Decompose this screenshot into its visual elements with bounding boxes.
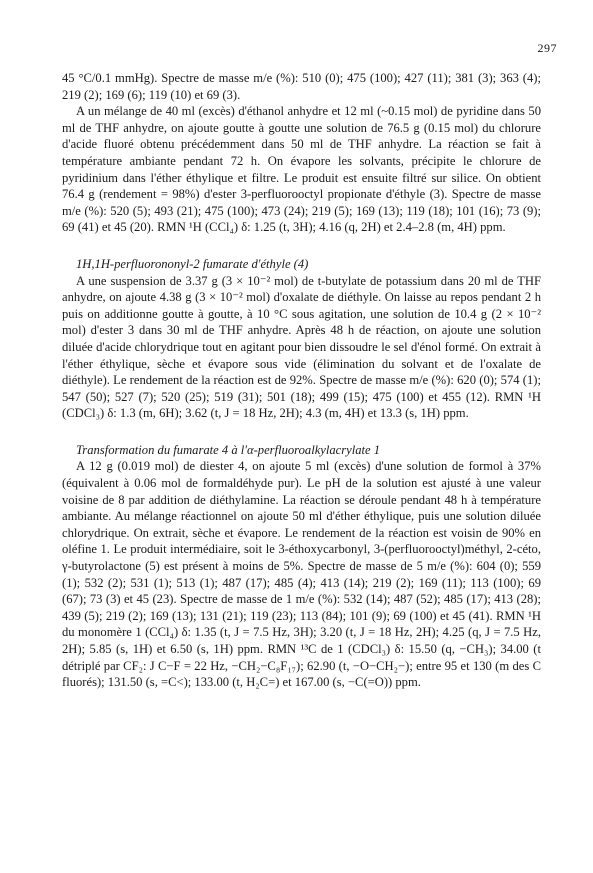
section-heading-fumarate: 1H,1H-perfluorononyl-2 fumarate d'éthyle (4) [76, 256, 309, 271]
page-number: 297 [537, 41, 557, 55]
section-heading-transformation: Transformation du fumarate 4 à l'α-perfluoroalkylacrylate 1 [76, 442, 381, 457]
paragraph-fumarate-synthesis: A une suspension de 3.37 g (3 × 10⁻² mol) de t-butylate de potassium dans 20 ml de THF anhydre, on ajoute 4.38 g (3 × 10⁻² mol) d'oxalate de diéthyle. On laisse au repos pendant 2 h puis on additionne goutte à goutte, à 10 °C sous agitation, une solution de 10.4 g (2 × 10⁻² mol) d'ester 3 dans 30 ml de THF anhydre. Après 48 h de réaction, on ajoute une solution diluée d'acide chlorydrique tout en agitant pour bien dissoudre le sel d'énol formé. On extrait à l'éther éthylique, sèche et évapore sous vide (élimination du solvant et de l'oxalate de diéthyle). Le rendement de la réaction est de 92%. Spectre de masse m/e (%): 620 (0); 574 (1); 547 (50); 527 (7); 520 (25); 519 (31); 501 (18); 499 (15); 475 (100) et 455 (12). RMN ¹H (CDCl₃) δ: 1.3 (m, 6H); 3.62 (t, J = 18 Hz, 2H); 4.3 (m, 4H) et 13.3 (s, 1H) ppm. [62, 273, 541, 421]
paragraph-ester-synthesis: A un mélange de 40 ml (excès) d'éthanol anhydre et 12 ml (~0.15 mol) de pyridine dans 50 ml de THF anhydre, on ajoute goutte à goutte une solution de 76.5 g (0.15 mol) du chlorure d'acide fluoré obtenu précédemment dans 50 ml de THF anhydre. La réaction se fait à température ambiante pendant 72 h. On évapore les solvants, précipite le chlorure de pyridinium dans l'éther éthylique et filtre. Le produit est ensuite filtré sur silice. On obtient 76.4 g (rendement = 98%) d'ester 3-perfluorooctyl propionate d'éthyle (3). Spectre de masse m/e (%): 520 (5); 493 (21); 475 (100); 473 (24); 219 (5); 169 (13); 119 (18); 101 (16); 73 (9); 69 (41) et 45 (20). RMN ¹H (CCl₄) δ: 1.25 (t, 3H); 4.16 (q, 2H) et 2.4–2.8 (m, 4H) ppm. [62, 104, 541, 235]
paragraph-transformation: A 12 g (0.019 mol) de diester 4, on ajoute 5 ml (excès) d'une solution de formol à 37% (équivalent à 0.06 mol de formaldéhyde pur). Le pH de la solution est ajusté à une valeur voisine de 8 par addition de diéthylamine. La réaction se déroule pendant 48 h à température ambiante. Au mélange réactionnel on ajoute 50 ml d'éther éthylique, puis une solution diluée chlorydrique. On extrait, sèche et évapore. Le rendement de la réaction est voisin de 90% en oléfine 1. Le produit intermédiaire, soit le 3-éthoxycarbonyl, 3-(perfluorooctyl)méthyl, 2-céto, γ-butyrolactone (5) est présent à moins de 5%. Spectre de masse de 5 m/e (%): 604 (0); 559 (1); 532 (2); 531 (1); 513 (1); 487 (17); 485 (4); 413 (14); 219 (2); 169 (11); 113 (100); 69 (67); 73 (3) et 45 (23). Spectre de masse de 1 m/e (%): 532 (14); 487 (52); 485 (17); 413 (28); 439 (5); 219 (2); 169 (13); 131 (21); 119 (23); 113 (84); 101 (9); 69 (100) et 45 (41). RMN ¹H du monomère 1 (CCl₄) δ: 1.35 (t, J = 7.5 Hz, 3H); 3.20 (t, J = 18 Hz, 2H); 4.25 (q, J = 7.5 Hz, 2H); 5.85 (s, 1H) et 6.50 (s, 1H) ppm. RMN ¹³C de 1 (CDCl₃) δ: 15.50 (q, −CH₃); 34.00 (t détriplé par CF₂: J C−F = 22 Hz, −CH₂−C₈F₁₇); 62.90 (t, −O−CH₂−); entre 95 et 130 (m des C fluorés); 131.50 (s, =C<); 133.00 (t, H₂C=) et 167.00 (s, −C(=O)) ppm. [62, 459, 541, 690]
paragraph-intro: 45 °C/0.1 mmHg). Spectre de masse m/e (%): 510 (0); 475 (100); 427 (11); 381 (3); 363 (4); 219 (2); 169 (6); 119 (10) et 69 (3). [62, 71, 541, 102]
article-body [62, 70, 541, 691]
